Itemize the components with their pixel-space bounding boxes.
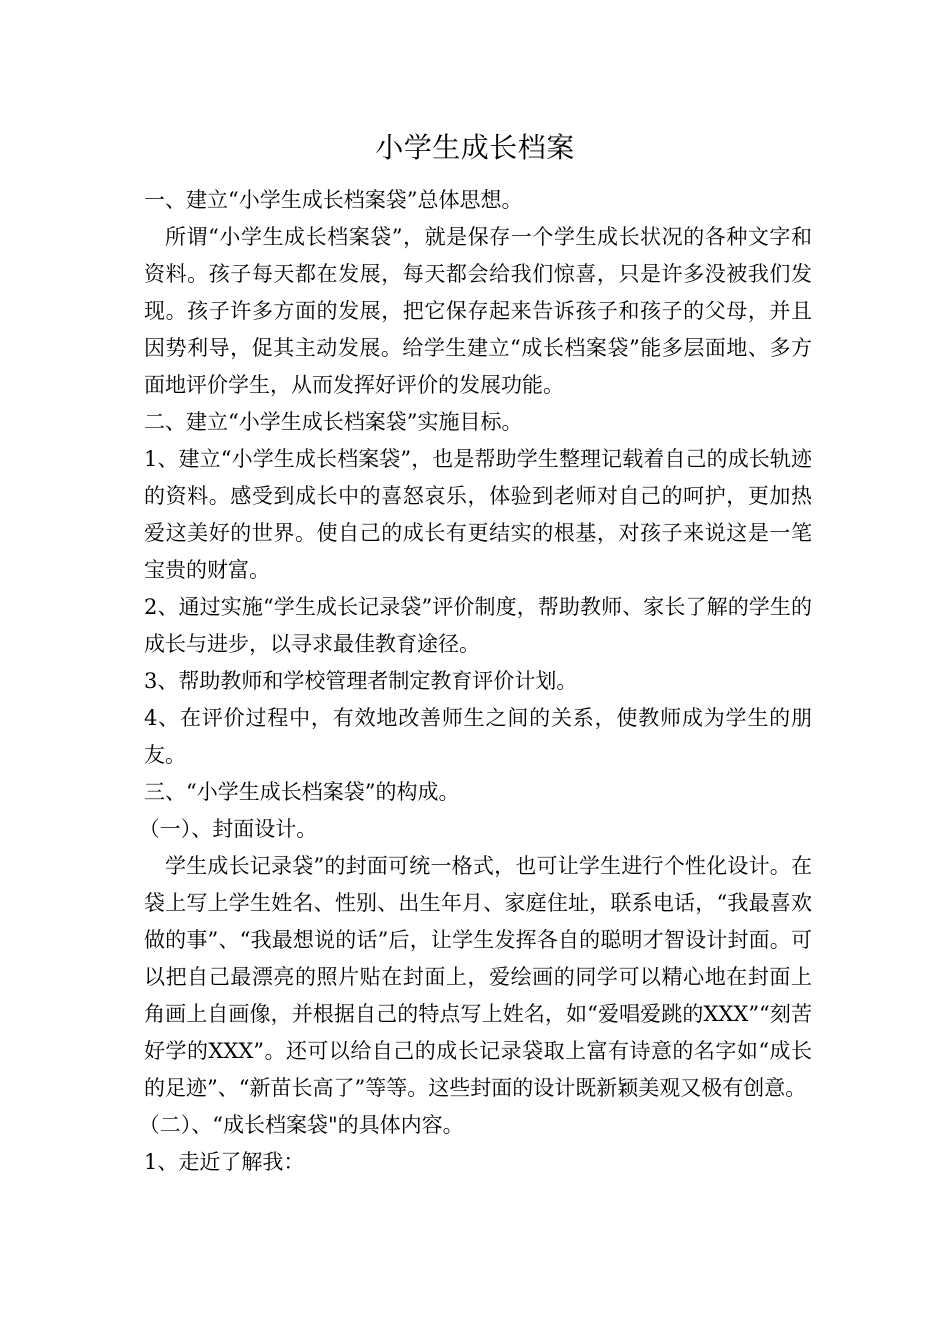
goal-item-2: 2、通过实施“学生成长记录袋”评价制度，帮助教师、家长了解的学生的成长与进步，以寻求最佳教育途径。 <box>144 595 812 656</box>
paragraph-overview: 所谓“小学生成长档案袋”，就是保存一个学生成长状况的各种文字和资料。孩子每天都在发展，每天都会给我们惊喜，只是许多没被我们发现。孩子许多方面的发展，把它保存起来告诉孩子和孩子的父母，并且因势利导，促其主动发展。给学生建立“成长档案袋”能多层面地、多方面地评价学生，从而发挥好评价的发展功能。 <box>144 225 812 397</box>
document-body <box>138 182 812 1181</box>
subsection-heading-cover: （一）、封面设计。 <box>138 817 318 841</box>
goal-item-3: 3、帮助教师和学校管理者制定教育评价计划。 <box>144 669 578 693</box>
section-heading-1: 一、建立“小学生成长档案袋”总体思想。 <box>144 188 523 212</box>
content-item-1: 1、走近了解我： <box>144 1150 305 1174</box>
section-heading-3: 三、“小学生成长档案袋”的构成。 <box>144 780 460 804</box>
paragraph-cover-design: 学生成长记录袋”的封面可统一格式，也可让学生进行个性化设计。在袋上写上学生姓名、性别、出生年月、家庭住址，联系电话，“我最喜欢做的事”、“我最想说的话”后，让学生发挥各自的聪明才智设计封面。可以把自己最漂亮的照片贴在封面上，爱绘画的同学可以精心地在封面上角画上自画像，并根据自己的特点写上姓名，如“爱唱爱跳的XXX”“刻苦好学的XXX”。还可以给自己的成长记录袋取上富有诗意的名字如“成长的足迹”、“新苗长高了”等等。这些封面的设计既新颖美观又极有创意。 <box>144 854 812 1100</box>
goal-item-4: 4、在评价过程中，有效地改善师生之间的关系，使教师成为学生的朋友。 <box>144 706 812 767</box>
goal-item-1: 1、建立“小学生成长档案袋”，也是帮助学生整理记载着自己的成长轨迹的资料。感受到成长中的喜怒哀乐，体验到老师对自己的呵护，更加热爱这美好的世界。使自己的成长有更结实的根基，对孩子来说这是一笔宝贵的财富。 <box>144 447 812 582</box>
section-heading-2: 二、建立“小学生成长档案袋”实施目标。 <box>144 410 523 434</box>
document-title: 小学生成长档案 <box>375 131 575 164</box>
subsection-heading-contents: （二）、“成长档案袋"的具体内容。 <box>138 1113 464 1137</box>
